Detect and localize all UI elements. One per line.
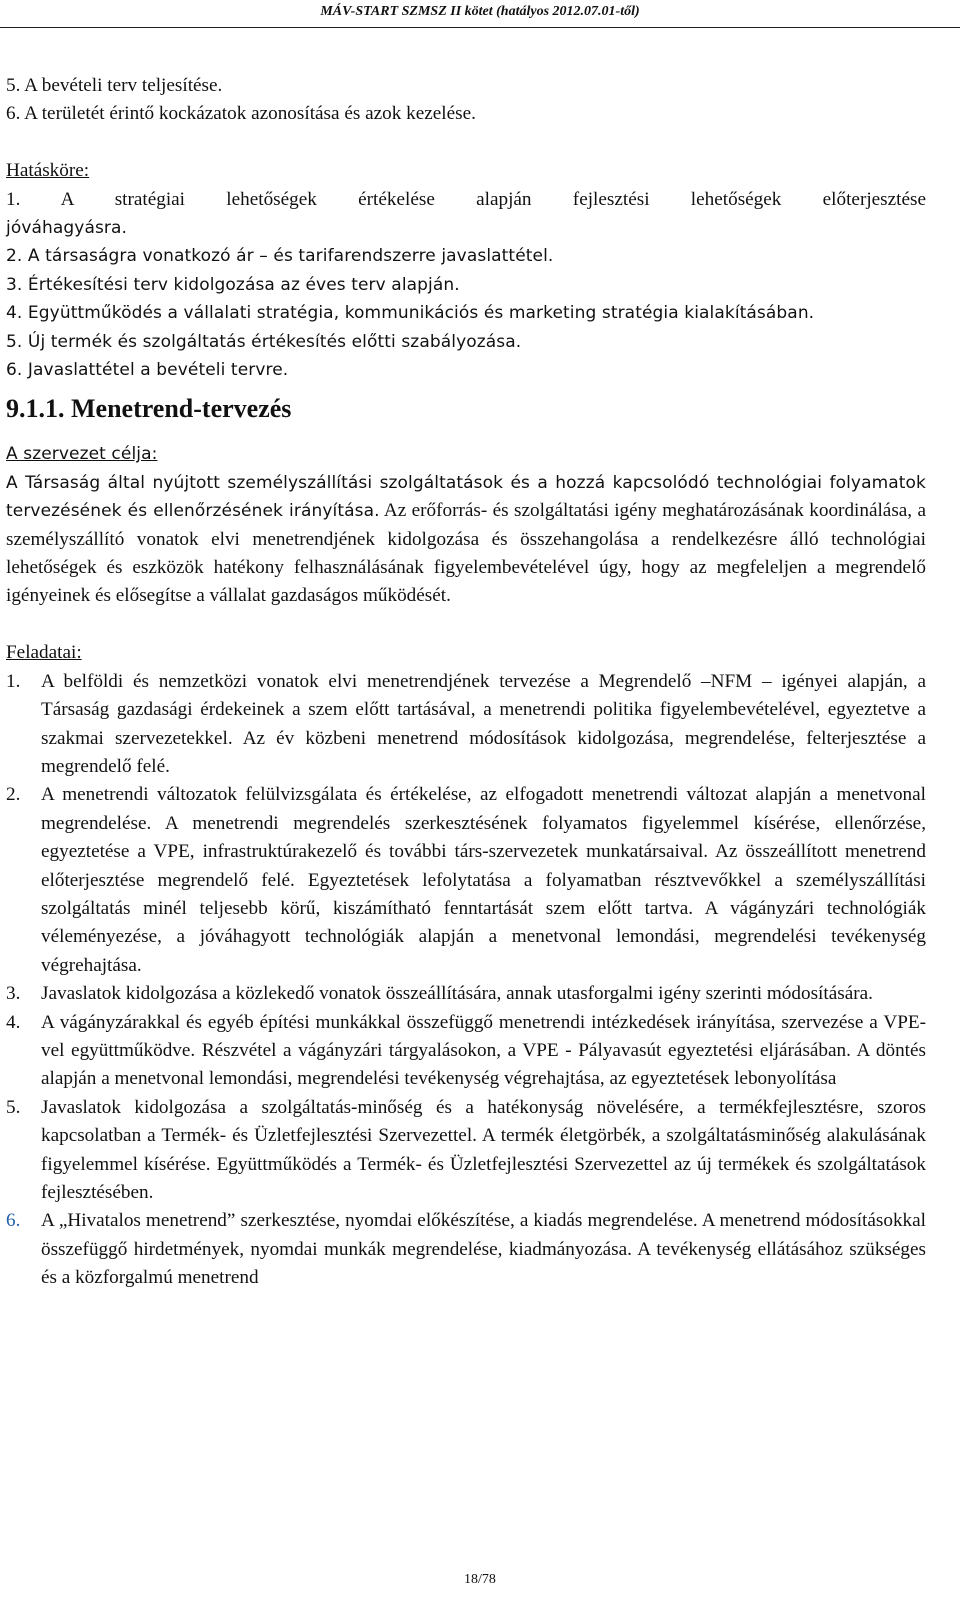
task-text: Javaslatok kidolgozása a közlekedő vonatok összeállítására, annak utasforgalmi igény szerinti módosítására. [41,983,873,1005]
task-item [6,781,926,980]
hataskore-item-4: 4. Együttműködés a vállalati stratégia, kommunikációs és marketing stratégia kialakításában. [6,303,815,324]
hataskore-item-6: 6. Javaslattétel a bevételi tervre. [6,360,289,381]
task-text: A menetrendi változatok felülvizsgálata és értékelése, az elfogadott menetrendi változat alapján a menetvonal megrendelése. A menetrendi megrendelés szerkesztésének folyamatos figyelemmel kísérése, ellenőrzése, egyeztetése a VPE, infrastruktúrakezelő és további társ-szervezetek munkatársaival. Az összeállított menetrend előterjesztése megrendelő felé. Egyeztetések lefolytatása a folyamatban résztvevőkkel a személyszállítási szolgáltatás minél teljesebb körű, kiszámítható fenntartását szem előtt tartva. A vágányzári technológiák véleményezése, a jóváhagyott technológiák alapján a menetvonal lemondási, megrendelési tevékenység végrehajtása. [41,784,926,976]
task-number: 2. [6,784,21,806]
hataskore-item-2: 2. A társaságra vonatkozó ár – és tarifarendszerre javaslattétel. [6,246,554,267]
task-text: A „Hivatalos menetrend” szerkesztése, nyomdai előkészítése, a kiadás megrendelése. A menetrend módosításokkal összefüggő hirdetmények, nyomdai munkák megrendelése, kiadmányozása. A tevékenység ellátásához szükséges és a közforgalmú menetrend [41,1210,926,1289]
hataskore-item-1: 1. A stratégiai lehetőségek értékelése alapján fejlesztési lehetőségek előterjesztése [6,188,926,210]
task-item [6,1094,926,1208]
task-number: 6. [6,1210,21,1232]
document-body [6,72,926,1293]
cel-paragraph [6,469,926,611]
section-title: 9.1.1. Menetrend-tervezés [6,394,292,424]
task-number: 4. [6,1011,21,1033]
top-list-item: 6. A területét érintő kockázatok azonosítása és azok kezelése. [6,103,476,125]
cel-text-serif: Az erőforrás- és szolgáltatási igény meghatározásának koordinálása, a személyszállító vonatok elvi menetrendjének kidolgozása és összehangolása a rendelkezésre álló technológiai lehetőségek és eszközök hatékony felhasználásának figyelembevételével úgy, hogy az megfeleljen a megrendelő igényeinek és elősegítse a vállalat gazdaságos működését. [6,500,926,607]
task-item [6,668,926,782]
hataskore-item-5: 5. Új termék és szolgáltatás értékesítés előtti szabályozása. [6,331,522,352]
cel-text-sans: A Társaság által nyújtott személyszállítási szolgáltatások és a hozzá kapcsolódó technológiai folyamatok tervezésének és ellenőrzésének irányítása. [6,472,926,522]
page-header: MÁV-START SZMSZ II kötet (hatályos 2012.07.01-től) [320,4,640,19]
top-list-item: 5. A bevételi terv teljesítése. [6,75,223,96]
header-rule [0,27,960,28]
task-item [6,1207,926,1292]
hataskore-item-3: 3. Értékesítési terv kidolgozása az éves terv alapján. [6,274,460,295]
spacer [6,611,926,639]
task-number: 5. [6,1096,21,1118]
task-text: A belföldi és nemzetközi vonatok elvi menetrendjének tervezése a Megrendelő –NFM – igényei alapján, a Társaság gazdasági érdekeinek a szem előtt tartásával, a menetrendi politika figyelembevételével, egyeztetve a szakmai szervezetekkel. Az év közbeni menetrend módosítások kidolgozása, megrendelése, felterjesztése a megrendelő felé. [41,670,926,777]
hataskore-heading: Hatásköre: [6,160,90,182]
cel-heading: A szervezet célja: [6,444,158,465]
task-text: A vágányzárakkal és egyéb építési munkákkal összefüggő menetrendi intézkedések irányítása, szervezése a VPE-vel együttműködve. Részvétel a vágányzári tárgyalásokon, a VPE - Pályavasút egyeztetési eljárásában. A döntés alapján a menetvonal lemondási, megrendelési tevékenység végrehajtása, az egyeztetések lebonyolítása [41,1011,926,1090]
page-number: 18/78 [464,1572,496,1587]
spacer [6,129,926,157]
task-item [6,980,926,1008]
hataskore-item-1-cont: jóváhagyásra. [6,218,128,239]
task-number: 3. [6,983,21,1005]
task-item [6,1009,926,1094]
task-text: Javaslatok kidolgozása a szolgáltatás-minőség és a hatékonyság növelésére, a termékfejlesztésre, szoros kapcsolatban a Termék- és Üzletfejlesztési Szervezettel. A termék életgörbék, a szolgáltatásminőség alakulásának figyelemmel kísérése. Együttműködés a Termék- és Üzletfejlesztési Szervezettel az új termékek és szolgáltatások fejlesztésében. [41,1096,926,1203]
feladatai-heading: Feladatai: [6,642,82,664]
task-number: 1. [6,670,21,692]
